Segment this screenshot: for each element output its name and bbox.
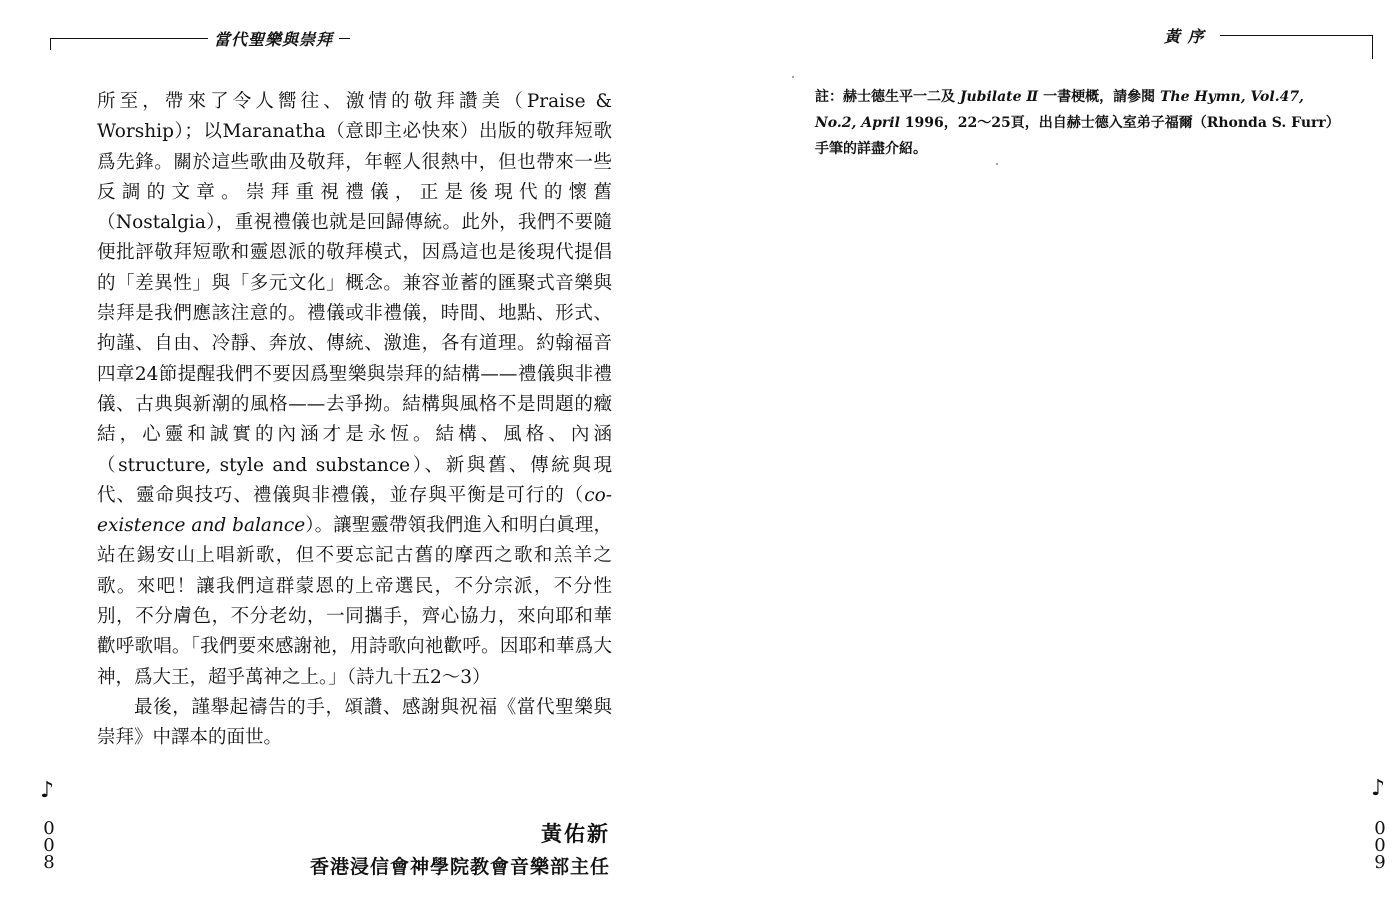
right-running-header: 黃 序 [1158, 24, 1211, 47]
right-page-number: 0 0 9 [1374, 818, 1386, 873]
footnote: 註：赫士德生平一二及 Jubilate Ⅱ 一書梗概，請參閱 The Hymn, Vol.47, No.2, April 1996，22～25頁，出自赫士德入室弟子福爾（Rhonda S. Furr）手筆的詳盡介紹。 [815, 89, 1333, 157]
music-note-icon: ♪ [1371, 776, 1386, 801]
left-running-header: 當代聖樂與崇拜 [208, 27, 339, 50]
signature-name: 黃佑新 [541, 821, 610, 846]
right-header-rule [1220, 35, 1372, 36]
footnote-label: 註： [815, 89, 843, 105]
signature-title: 香港浸信會神學院教會音樂部主任 [309, 856, 610, 878]
right-header-tick [1372, 35, 1373, 59]
body-paragraph-2: 最後，謹舉起禱告的手，頌讚、感謝與祝福《當代聖樂與崇拜》中譯本的面世。 [97, 696, 612, 749]
italic-phrase: co-existence and balance [97, 484, 612, 537]
left-header-tick [50, 38, 51, 50]
music-note-icon: ♪ [40, 778, 55, 803]
footnote-title-1: Jubilate Ⅱ [959, 89, 1039, 105]
left-page-number: 0 0 8 [43, 818, 55, 873]
scan-speck [792, 76, 794, 78]
footnote-title-2: The Hymn, Vol.47, No.2, April [815, 89, 1304, 131]
body-paragraph-1: 所至，帶來了令人嚮往、激情的敬拜讚美（Praise & Worship）；以Maranatha（意即主必快來）出版的敬拜短歌爲先鋒。關於這些歌曲及敬拜，年輕人很熱中，但也帶來一些反調的文章。崇拜重視禮儀，正是後現代的懷舊（Nostalgia），重視禮儀也就是回歸傳統。此外，我們不要隨便批評敬拜短歌和靈恩派的敬拜模式，因爲這也是後現代提倡的「差異性」與「多元文化」概念。兼容並蓄的匯聚式音樂與崇拜是我們應該注意的。禮儀或非禮儀，時間、地點、形式、拘謹、自由、冷靜、奔放、傳統、激進，各有道理。約翰福音四章24節提醒我們不要因爲聖樂與崇拜的結構——禮儀與非禮儀、古典與新潮的風格——去爭拗。結構與風格不是問題的癥結，心靈和誠實的內涵才是永恆。結構、風格、內涵（structure, style and substance）、新與舊、傳統與現代、靈命與技巧、禮儀與非禮儀，並存與平衡是可行的（co-existence and balance）。讓聖靈帶領我們進入和明白眞理，站在錫安山上唱新歌，但不要忘記古舊的摩西之歌和羔羊之歌。來吧！讓我們這群蒙恩的上帝選民，不分宗派，不分性別，不分膚色，不分老幼，一同攜手，齊心協力，來向耶和華歡呼歌唱。「我們要來感謝祂，用詩歌向祂歡呼。因耶和華爲大神，爲大王，超乎萬神之上。」（詩九十五2～3） [97, 91, 612, 688]
body-text [97, 87, 612, 754]
scan-speck [996, 163, 998, 165]
right-page [700, 0, 1400, 912]
